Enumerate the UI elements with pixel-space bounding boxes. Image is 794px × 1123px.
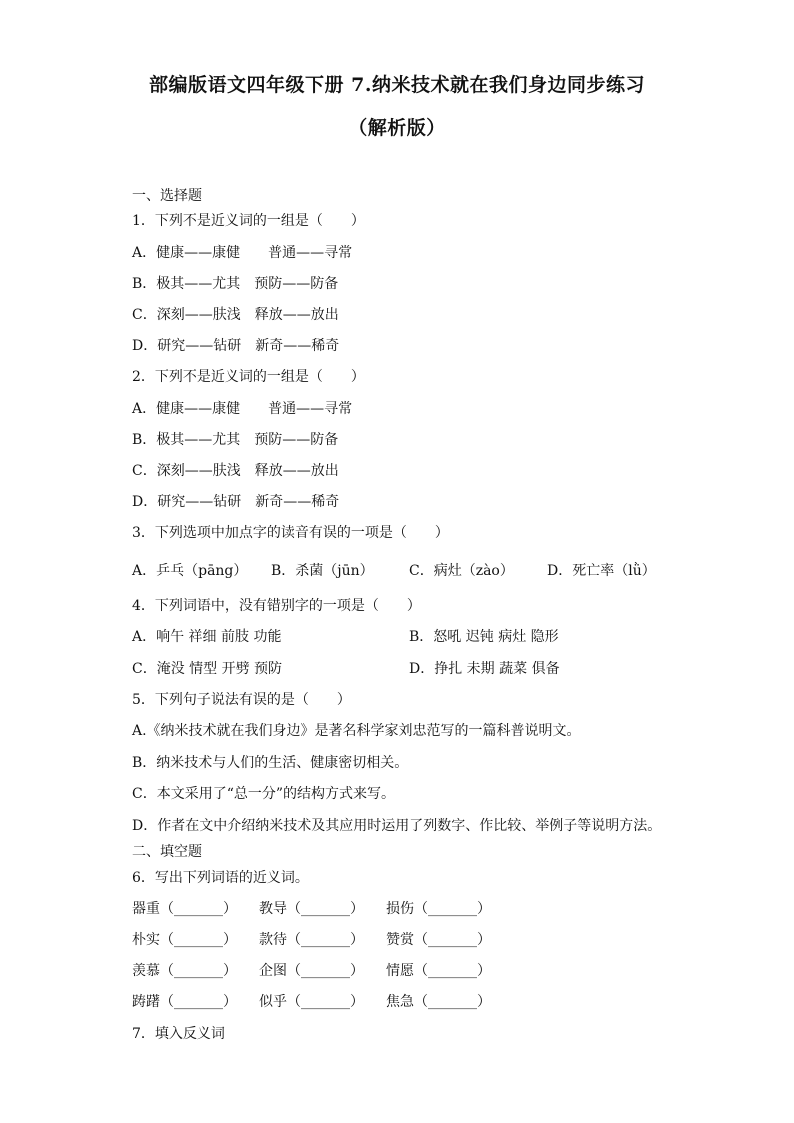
question-5-option-d: D．作者在文中介绍纳米技术及其应用时运用了列数字、作比较、举例子等说明方法。 (132, 818, 662, 834)
question-5-option-c: C．本文采用了“总一分”的结构方式来写。 (132, 786, 396, 802)
question-6-blank-0-2: 损伤（_______） (386, 901, 491, 917)
question-4-stem: 4．下列词语中，没有错别字的一项是（ ） (132, 598, 421, 614)
question-5-option-a: A.《纳米技术就在我们身边》是著名科学家刘忠范写的一篇科普说明文。 (132, 723, 581, 739)
question-4-option-d: D．挣扎 未期 蔬菜 俱备 (409, 661, 560, 677)
question-6-blank-1-2: 赞赏（_______） (386, 932, 491, 948)
question-6-blank-0-0: 器重（_______） (132, 901, 237, 917)
question-1-option-d: D．研究——钻研 新奇——稀奇 (132, 338, 340, 354)
question-7-stem: 7．填入反义词 (132, 1026, 225, 1042)
question-6-blank-0-1: 教导（_______） (259, 901, 364, 917)
document-subtitle: （解析版） (348, 117, 446, 139)
section-heading-choice: 一、选择题 (132, 188, 202, 204)
section-heading-fill: 二、填空题 (132, 844, 202, 860)
question-6-blank-3-1: 似乎（_______） (259, 994, 364, 1010)
question-4-option-a: A．响午 祥细 前肢 功能 (132, 629, 282, 645)
document-title: 部编版语文四年级下册 7.纳米技术就在我们身边同步练习 (149, 74, 645, 96)
question-3-stem: 3．下列选项中加点字的读音有误的一项是（ ） (132, 525, 449, 541)
question-5-option-b: B．纳米技术与人们的生活、健康密切相关。 (132, 755, 409, 771)
question-6-blank-2-1: 企图（_______） (259, 963, 364, 979)
question-2-stem: 2．下列不是近义词的一组是（ ） (132, 369, 365, 385)
question-2-option-d: D．研究——钻研 新奇——稀奇 (132, 494, 340, 510)
question-6-blank-1-0: 朴实（_______） (132, 932, 237, 948)
question-5-stem: 5．下列句子说法有误的是（ ） (132, 692, 351, 708)
question-4-option-b: B．怒吼 迟钝 病灶 隐形 (409, 629, 559, 645)
question-2-option-b: B．极其——尤其 预防——防备 (132, 432, 339, 448)
question-3-option-d: D．死亡率（lǜ） (547, 563, 656, 579)
question-6-blank-3-0: 踌躇（_______） (132, 994, 237, 1010)
question-1-option-a: A．健康——康健 普通——寻常 (132, 245, 353, 261)
question-3-option-b: B．杀菌（jūn） (271, 563, 374, 579)
question-6-blank-2-2: 情愿（_______） (386, 963, 491, 979)
question-1-stem: 1．下列不是近义词的一组是（ ） (132, 213, 365, 229)
question-1-option-b: B．极其——尤其 预防——防备 (132, 276, 339, 292)
question-3-option-a: A．乒乓（pāng） (132, 563, 248, 579)
question-6-blank-2-0: 羡慕（_______） (132, 963, 237, 979)
question-6-blank-3-2: 焦急（_______） (386, 994, 491, 1010)
question-6-blank-1-1: 款待（_______） (259, 932, 364, 948)
question-3-option-c: C．病灶（zào） (409, 563, 514, 579)
question-2-option-c: C．深刻——肤浅 释放——放出 (132, 463, 339, 479)
question-4-option-c: C．淹没 情型 开劈 预防 (132, 661, 283, 677)
question-6-stem: 6．写出下列词语的近义词。 (132, 870, 309, 886)
question-2-option-a: A．健康——康健 普通——寻常 (132, 401, 353, 417)
question-1-option-c: C．深刻——肤浅 释放——放出 (132, 307, 339, 323)
